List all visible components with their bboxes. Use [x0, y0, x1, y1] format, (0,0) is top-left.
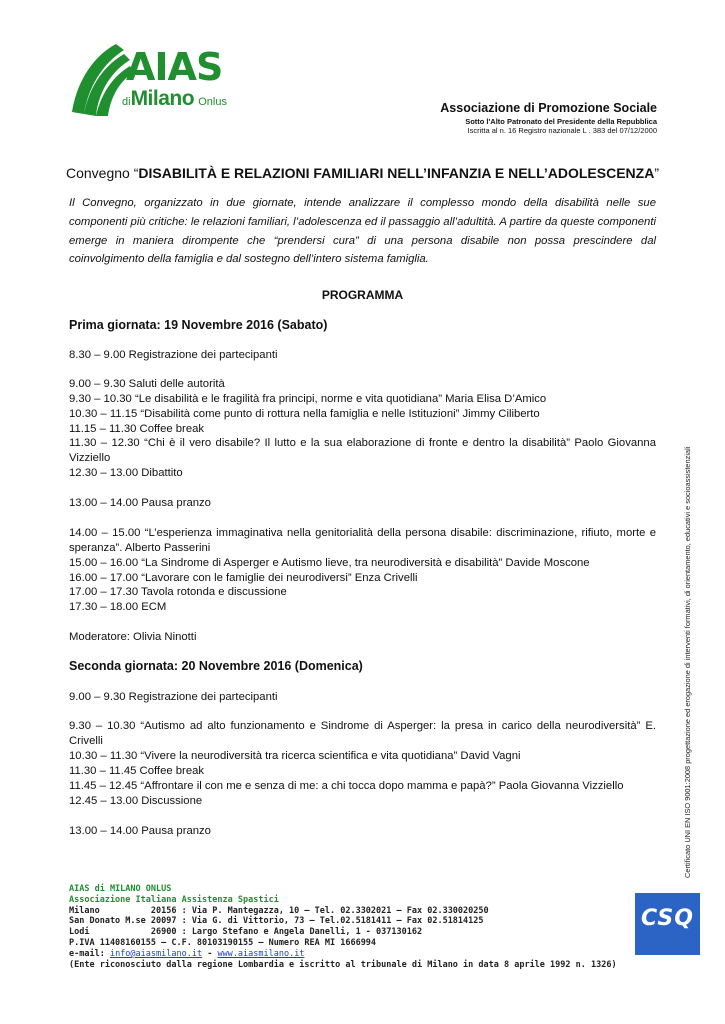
email-link[interactable]: info@aiasmilano.it: [109, 948, 203, 959]
list-item: 11.30 – 12.30 “Chi è il vero disabile? Il lutto e la sua elaborazione di fronte e dentro la disabilità” Paolo Giovanna Vizziello: [69, 437, 656, 464]
day1-title: Prima giornata: 19 Novembre 2016 (Sabato): [69, 318, 328, 332]
list-item: 9.00 – 9.30 Saluti delle autorità: [69, 378, 225, 390]
footer: AIAS di MILANO ONLUS Associazione Italiana Assistenza Spastici Milano 20156 : Via P. Mantegazza, 10 – Tel. 02.3302021 – Fax 02.330020250 San Donato M.se 20097 : Via G. di Vittorio, 73 – Tel.02.5181411 – Fax 02.51814125 Lodi 26900 : Largo Stefano e Angela Danelli, 1 - 037130162 P.IVA 11408160155 – C.F. 80103190155 – Numero REA MI 1666994 e-mail: info@aiasmilano.it - www.aiasmilano.it (Ente riconosciuto dalla regione Lombardia e iscritto al tribunale di Milano in data 8 aprile 1992 n. 1326): [69, 884, 617, 970]
list-item: 10.30 – 11.30 “Vivere la neurodiversità tra ricerca scientifica e vita quotidiana” David Vagni: [69, 750, 521, 762]
list-item: 9.30 – 10.30 “Autismo ad alto funzionamento e Sindrome di Asperger: la presa in carico della neurodiversità” E. Crivelli: [69, 720, 656, 747]
logo-subtitle: diMilano Onlus: [122, 87, 227, 110]
list-item: 17.00 – 17.30 Tavola rotonda e discussione: [69, 586, 287, 598]
certification-text: Certificato UNI EN ISO 9001:2008 progettazione ed erogazione di interventi formativi, di orientamento, educativi e socioassistenziali: [683, 446, 692, 878]
day2-title: Seconda giornata: 20 Novembre 2016 (Domenica): [69, 659, 363, 673]
list-item: 16.00 – 17.00 “Lavorare con le famiglie dei neurodiversi” Enza Crivelli: [69, 572, 418, 584]
aias-logo: [66, 36, 226, 118]
list-item: 14.00 – 15.00 “L’esperienza immaginativa nella genitorialità della persona disabile: discriminazione, rifiuto, morte e speranza”. Alberto Passerini: [69, 527, 656, 554]
list-item: 12.30 – 13.00 Dibattito: [69, 467, 183, 479]
registry: Iscritta al n. 16 Registro nazionale L . 383 del 07/12/2000: [467, 126, 657, 135]
moderator: Moderatore: Olivia Ninotti: [69, 631, 197, 643]
list-item: 13.00 – 14.00 Pausa pranzo: [69, 825, 211, 837]
page-title: Convegno “DISABILITÀ E RELAZIONI FAMILIARI NELL’INFANZIA E NELL’ADOLESCENZA”: [66, 165, 659, 181]
list-item: 11.30 – 11.45 Coffee break: [69, 765, 205, 777]
patronage: Sotto l'Alto Patronato del Presidente della Repubblica: [465, 117, 657, 126]
intro-paragraph: Il Convegno, organizzato in due giornate, intende analizzare il complesso mondo della disabilità nelle sue componenti più critiche: le relazioni familiari, l’adolescenza ed il passaggio all’adultità. A partire da queste componenti emerge in maniera dirompente che “prendersi cura” di una persona disabile non possa prescindere dal coinvolgimento della famiglia e dal sostegno dell’intero sistema famiglia.: [69, 197, 656, 266]
csq-logo: CSQ: [635, 893, 700, 955]
list-item: 8.30 – 9.00 Registrazione dei partecipanti: [69, 349, 278, 361]
list-item: 13.00 – 14.00 Pausa pranzo: [69, 497, 211, 509]
programma-heading: PROGRAMMA: [321, 288, 404, 302]
org-type: Associazione di Promozione Sociale: [440, 101, 657, 115]
list-item: 15.00 – 16.00 “La Sindrome di Asperger e Autismo lieve, tra neurodiversità e disabilità” Davide Moscone: [69, 557, 590, 569]
list-item: 9.00 – 9.30 Registrazione dei partecipanti: [69, 691, 278, 703]
list-item: 11.45 – 12.45 “Affrontare il con me e senza di me: a chi tocca dopo mamma e papà?” Paola Giovanna Vizziello: [69, 780, 624, 792]
list-item: 9.30 – 10.30 “Le disabilità e le fragilità fra principi, norme e vita quotidiana” Maria Elisa D’Amico: [69, 393, 547, 405]
logo-brand: AIAS: [126, 45, 223, 89]
list-item: 10.30 – 11.15 “Disabilità come punto di rottura nella famiglia e nelle Istituzioni” Jimmy Ciliberto: [69, 408, 540, 420]
list-item: 12.45 – 13.00 Discussione: [69, 795, 203, 807]
list-item: 11.15 – 11.30 Coffee break: [69, 423, 205, 435]
website-link[interactable]: www.aiasmilano.it: [217, 948, 305, 959]
list-item: 17.30 – 18.00 ECM: [69, 601, 167, 613]
